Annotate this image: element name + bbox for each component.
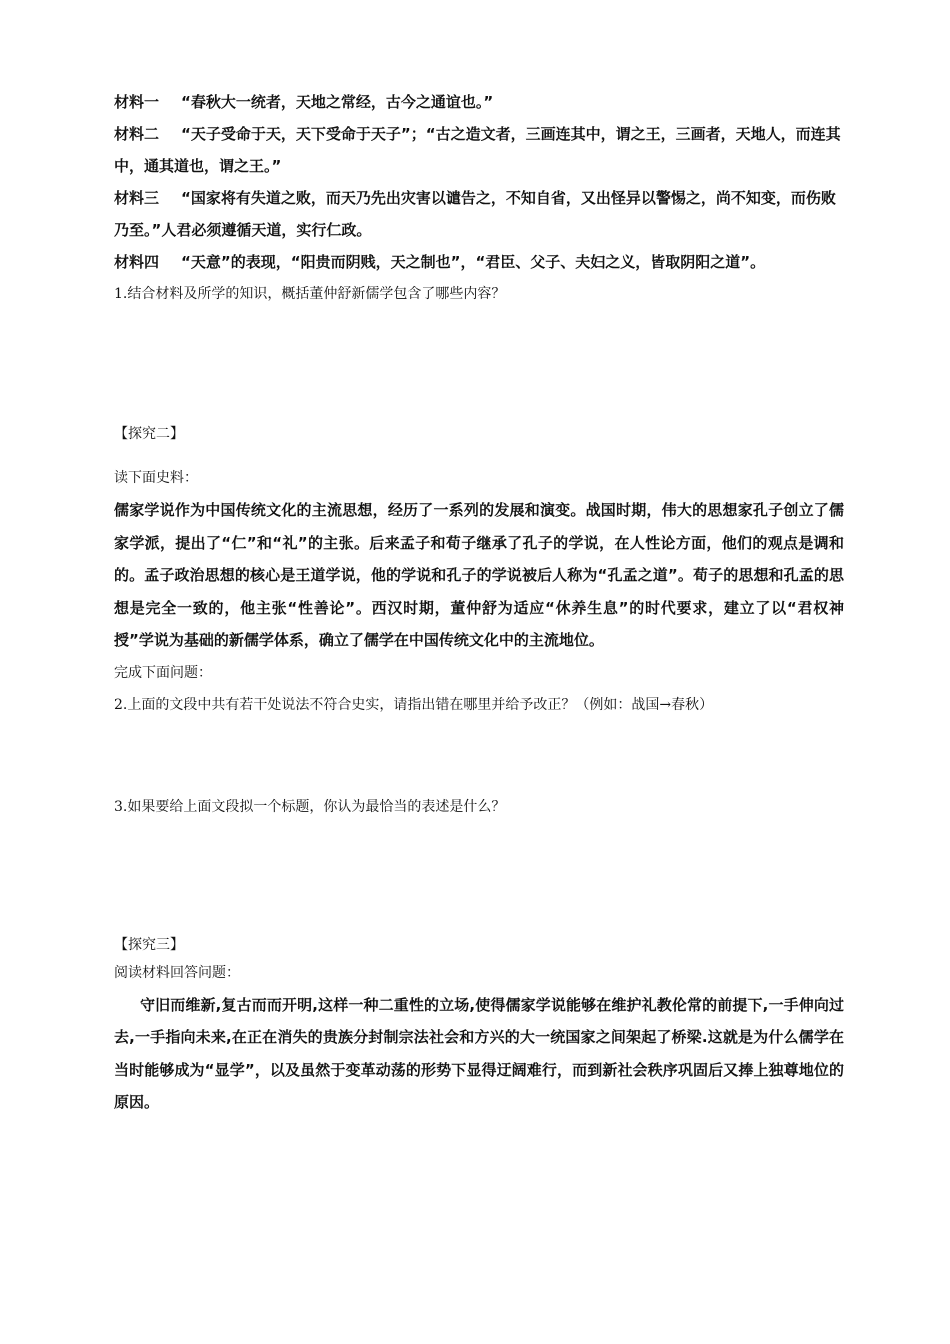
answer-space	[114, 721, 844, 791]
material-text: “国家将有失道之败，而天乃先出灾害以谴告之，不知自省，又出怪异以警惕之，尚不知变，而伤败乃至。”人君必须遵循天道，实行仁政。	[114, 189, 836, 239]
material-text: “春秋大一统者，天地之常经，古今之通谊也。”	[181, 93, 494, 111]
answer-space	[114, 310, 844, 418]
material-text: “天子受命于天，天下受命于天子”；“古之造文者，三画连其中，谓之王，三画者，天地人，而连其中，通其道也，谓之王。”	[114, 125, 841, 175]
answer-space	[114, 823, 844, 929]
question-1: 1.结合材料及所学的知识，概括董仲舒新儒学包含了哪些内容？	[114, 286, 506, 302]
question-3: 3.如果要给上面文段拟一个标题，你认为最恰当的表述是什么？	[114, 798, 506, 815]
section-2-title: 【探究二】	[114, 426, 184, 442]
material-1	[114, 86, 844, 118]
document-page	[114, 86, 844, 1119]
material-label: 材料一	[114, 93, 160, 111]
section-2-passage: 儒家学说作为中国传统文化的主流思想，经历了一系列的发展和演变。战国时期，伟大的思想家孔子创立了儒家学派，提出了“仁”和“礼”的主张。后来孟子和荀子继承了孔子的学说，在人性论方面，他们的观点是调和的。孟子政治思想的核心是王道学说，他的学说和孔子的学说被后人称为“孔孟之道”。荀子的思想和孔孟的思想是完全一致的，他主张“性善论”。西汉时期，董仲舒为适应“休养生息”的时代要求，建立了以“君权神授”学说为基础的新儒学体系，确立了儒学在中国传统文化中的主流地位。	[114, 501, 844, 649]
material-label: 材料四	[114, 253, 160, 271]
section-3-title: 【探究三】	[114, 936, 184, 953]
material-3	[114, 182, 844, 246]
material-label: 材料三	[114, 189, 160, 207]
materials-block	[114, 86, 844, 278]
section-2-intro: 读下面史料：	[114, 470, 198, 486]
section-2-task: 完成下面问题：	[114, 664, 212, 681]
question-2: 2.上面的文段中共有若干处说法不符合史实，请指出错在哪里并给予改正？（例如：战国→春秋）	[114, 696, 714, 713]
material-text: “天意”的表现，“阳贵而阴贱，天之制也”，“君臣、父子、夫妇之义，皆取阴阳之道”。	[181, 253, 766, 271]
section-3-passage: 守旧而维新,复古而而开明,这样一种二重性的立场,使得儒家学说能够在维护礼教伦常的前提下,一手伸向过去,一手指向未来,在正在消失的贵族分封制宗法社会和方兴的大一统国家之间架起了桥梁.这就是为什么儒学在当时能够成为“显学”，以及虽然于变革动荡的形势下显得迂阔难行，而到新社会秩序巩固后又捧上独尊地位的原因。	[114, 995, 844, 1111]
material-2	[114, 118, 844, 182]
section-3-intro: 阅读材料回答问题：	[114, 964, 240, 981]
material-4	[114, 246, 844, 278]
material-label: 材料二	[114, 125, 160, 143]
